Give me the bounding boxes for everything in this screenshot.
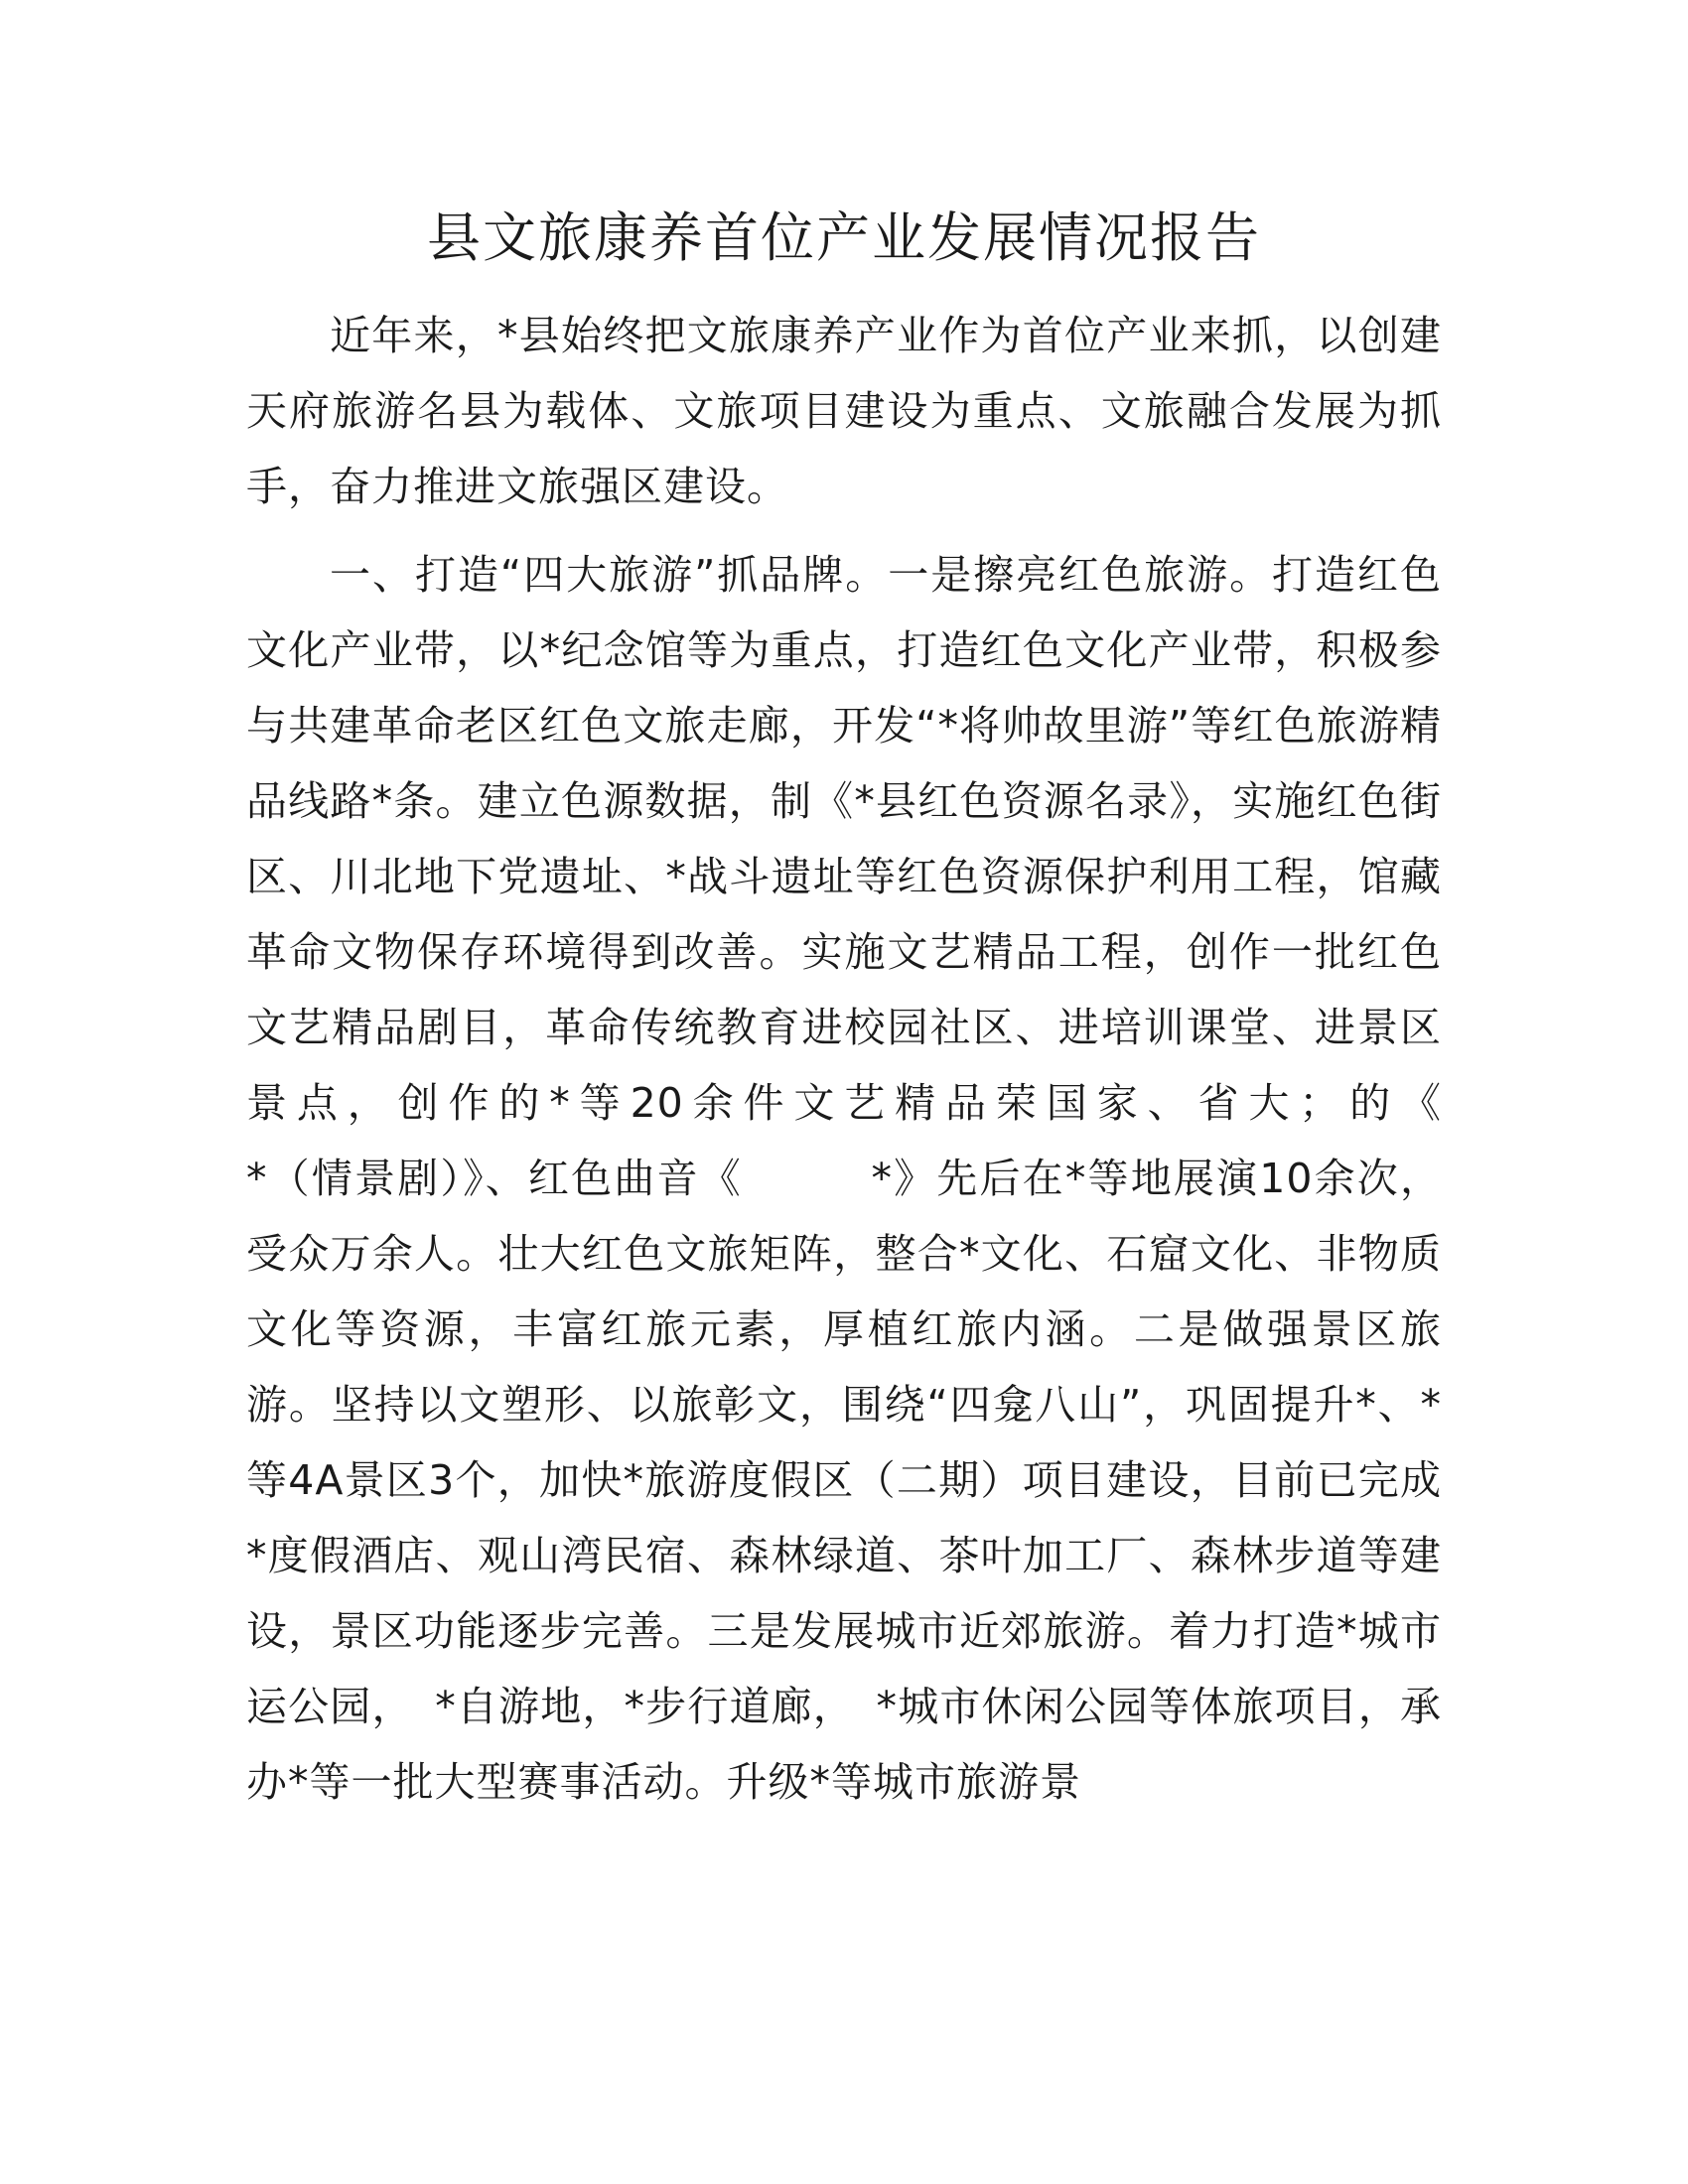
intro-paragraph: 近年来，*县始终把文旅康养产业作为首位产业来抓，以创建天府旅游名县为载体、文旅项目建设为重点、文旅融合发展为抓手，奋力推进文旅强区建设。 [246, 312, 1442, 510]
document-title: 县文旅康养首位产业发展情况报告 [427, 206, 1261, 269]
section-one-paragraph: 一、打造“四大旅游”抓品牌。一是擦亮红色旅游。打造红色文化产业带，以*纪念馆等为重点，打造红色文化产业带，积极参与共建革命老区红色文旅走廊，开发“*将帅故里游”等红色旅游精品线路*条。建立色源数据，制《*县红色资源名录》，实施红色街区、川北地下党遗址、*战斗遗址等红色资源保护利用工程，馆藏革命文物保存环境得到改善。实施文艺精品工程，创作一批红色文艺精品剧目，革命传统教育进校园社区、进培训课堂、进景区景点，创作的*等20余件文艺精品荣国家、省大；的《 *（情景剧）》、红色曲音《 *》先后在*等地展演10余次，受众万余人。壮大红色文旅矩阵，整合*文化、石窟文化、非物质文化等资源，丰富红旅元素，厚植红旅内涵。二是做强景区旅游。坚持以文塑形、以旅彰文，围绕“四龛八山”，巩固提升*、*等4A景区3个，加快*旅游度假区（二期）项目建设，目前已完成*度假酒店、观山湾民宿、森林绿道、茶叶加工厂、森林步道等建设，景区功能逐步完善。三是发展城市近郊旅游。着力打造*城市运公园， *自游地，*步行道廊， *城市休闲公园等体旅项目，承办*等一批大型赛事活动。升级*等城市旅游景 [246, 551, 1650, 1806]
document-body [246, 298, 1650, 1820]
